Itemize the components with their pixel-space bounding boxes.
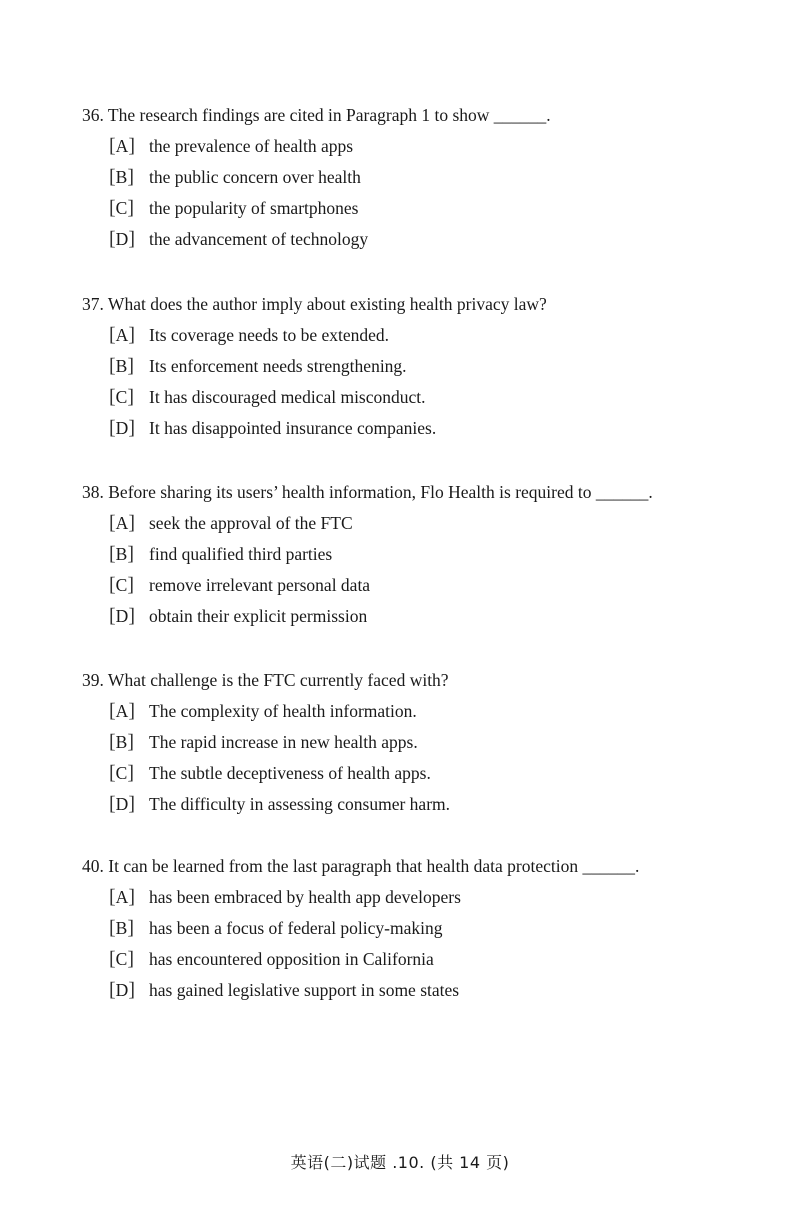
- option-letter: [B]: [109, 917, 135, 939]
- question-39: [82, 667, 772, 822]
- option-text: has been embraced by health app developers: [149, 887, 461, 907]
- option-d: [109, 977, 772, 1008]
- question-38: [82, 479, 772, 634]
- option-text: Its enforcement needs strengthening.: [149, 356, 407, 376]
- option-c: [109, 760, 772, 791]
- option-letter: [C]: [109, 386, 135, 408]
- option-a: [109, 322, 772, 353]
- option-c: [109, 572, 772, 603]
- question-stem: 40. It can be learned from the last paragraph that health data protection ______.: [82, 856, 640, 876]
- option-text: It has discouraged medical misconduct.: [149, 387, 426, 407]
- option-letter: [D]: [109, 605, 135, 627]
- option-letter: [B]: [109, 731, 135, 753]
- question-36: [82, 102, 772, 257]
- option-d: [109, 791, 772, 822]
- option-text: find qualified third parties: [149, 544, 333, 564]
- option-a: [109, 884, 772, 915]
- option-text: The subtle deceptiveness of health apps.: [149, 763, 431, 783]
- page-footer: 英语(二)试题 .10. (共 14 页): [290, 1153, 510, 1172]
- option-letter: [A]: [109, 324, 135, 346]
- question-40: [82, 853, 772, 1008]
- option-text: It has disappointed insurance companies.: [149, 418, 437, 438]
- option-text: obtain their explicit permission: [149, 606, 368, 626]
- option-letter: [D]: [109, 979, 135, 1001]
- option-list: [82, 322, 772, 446]
- option-d: [109, 603, 772, 634]
- option-text: Its coverage needs to be extended.: [149, 325, 390, 345]
- option-letter: [A]: [109, 135, 135, 157]
- option-d: [109, 415, 772, 446]
- option-letter: [C]: [109, 197, 135, 219]
- option-text: seek the approval of the FTC: [149, 513, 353, 533]
- question-stem: 38. Before sharing its users’ health information, Flo Health is required to ______.: [82, 482, 653, 502]
- question-37: [82, 291, 772, 446]
- option-letter: [C]: [109, 948, 135, 970]
- option-letter: [A]: [109, 886, 135, 908]
- option-text: The difficulty in assessing consumer harm.: [149, 794, 451, 814]
- option-a: [109, 133, 772, 164]
- option-b: [109, 729, 772, 760]
- option-list: [82, 510, 772, 634]
- option-b: [109, 541, 772, 572]
- option-letter: [B]: [109, 166, 135, 188]
- option-letter: [B]: [109, 355, 135, 377]
- option-c: [109, 195, 772, 226]
- question-stem: 37. What does the author imply about existing health privacy law?: [82, 294, 547, 314]
- option-a: [109, 698, 772, 729]
- option-list: [82, 698, 772, 822]
- option-list: [82, 884, 772, 1008]
- option-c: [109, 946, 772, 977]
- option-text: the popularity of smartphones: [149, 198, 359, 218]
- option-text: the prevalence of health apps: [149, 136, 354, 156]
- option-text: The rapid increase in new health apps.: [149, 732, 418, 752]
- option-letter: [B]: [109, 543, 135, 565]
- option-text: has gained legislative support in some states: [149, 980, 460, 1000]
- option-b: [109, 353, 772, 384]
- question-stem: 39. What challenge is the FTC currently faced with?: [82, 670, 449, 690]
- option-list: [82, 133, 772, 257]
- option-b: [109, 164, 772, 195]
- option-text: the advancement of technology: [149, 229, 369, 249]
- option-letter: [A]: [109, 512, 135, 534]
- question-stem: 36. The research findings are cited in Paragraph 1 to show ______.: [82, 105, 551, 125]
- option-letter: [C]: [109, 574, 135, 596]
- option-text: has encountered opposition in California: [149, 949, 434, 969]
- option-text: The complexity of health information.: [149, 701, 417, 721]
- option-d: [109, 226, 772, 257]
- option-text: the public concern over health: [149, 167, 361, 187]
- option-letter: [D]: [109, 228, 135, 250]
- option-a: [109, 510, 772, 541]
- option-text: remove irrelevant personal data: [149, 575, 371, 595]
- option-letter: [A]: [109, 700, 135, 722]
- option-letter: [D]: [109, 793, 135, 815]
- option-text: has been a focus of federal policy-making: [149, 918, 443, 938]
- option-b: [109, 915, 772, 946]
- option-c: [109, 384, 772, 415]
- option-letter: [D]: [109, 417, 135, 439]
- option-letter: [C]: [109, 762, 135, 784]
